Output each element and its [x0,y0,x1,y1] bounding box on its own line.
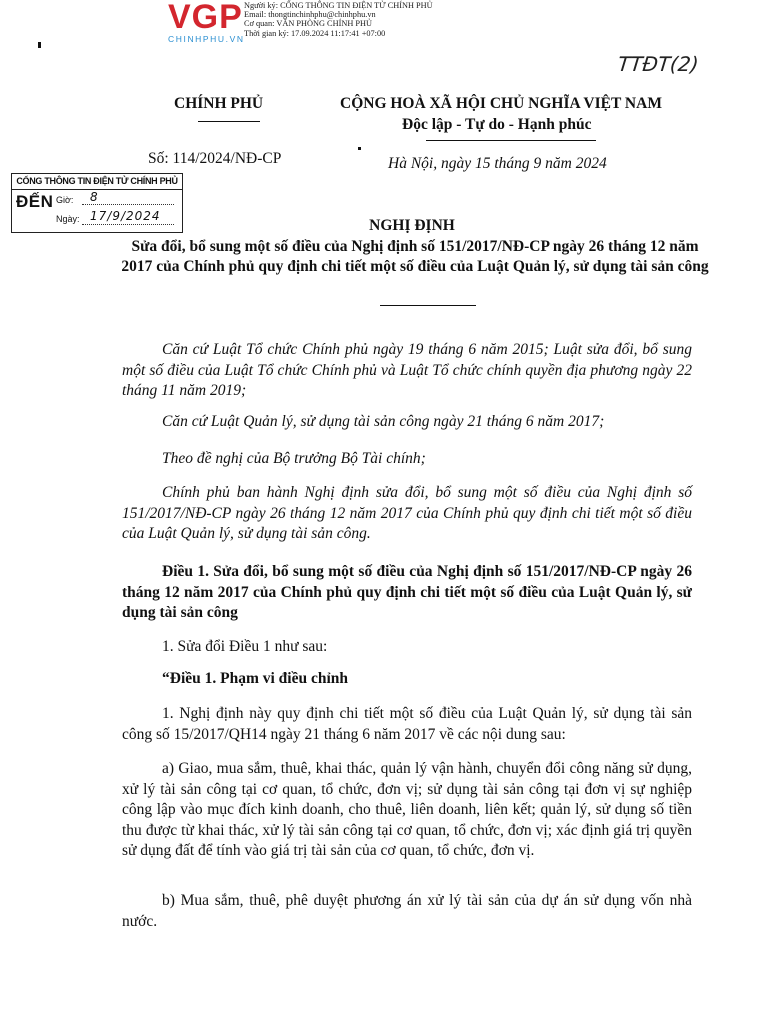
issuer-name: CHÍNH PHỦ [174,95,264,112]
stamp-time-label: Giờ: [56,195,74,205]
signer-line: Người ký: CỔNG THÔNG TIN ĐIỆN TỬ CHÍNH PHỦ [244,1,433,10]
item-1: 1. Sửa đổi Điều 1 như sau: [162,638,328,655]
stamp-date-value: 17/9/2024 [90,209,161,223]
motto-underline [426,140,596,141]
document-number: Số: 114/2024/NĐ-CP [148,150,282,167]
scan-speck [38,42,41,48]
document-subtitle: Sửa đổi, bổ sung một số điều của Nghị định số 151/2017/NĐ-CP ngày 26 tháng 12 năm 2017 của Chính phủ quy định chi tiết một số điều của Luật Quản lý, sử dụng tài sản công [121,238,709,275]
legal-basis-1: Căn cứ Luật Tổ chức Chính phủ ngày 19 tháng 6 năm 2015; Luật sửa đổi, bổ sung một số điều của Luật Tổ chức Chính phủ và Luật Tổ chức chính quyền địa phương ngày 22 tháng 11 năm 2019; [122,341,692,399]
article-1-heading: Điều 1. Sửa đổi, bổ sung một số điều của Nghị định số 151/2017/NĐ-CP ngày 26 tháng 12 năm 2017 của Chính phủ quy định chi tiết một số điều của Luật Quản lý, sử dụng tài sản công [122,563,692,621]
digital-signature-info [244,1,433,38]
stamp-time-line [82,204,174,205]
legal-basis-3: Theo đề nghị của Bộ trưởng Bộ Tài chính; [162,450,426,467]
handwritten-note: TTĐT(2) [616,52,700,76]
country-name: CỘNG HOÀ XÃ HỘI CHỦ NGHĨA VIỆT NAM [340,95,662,112]
scan-speck [358,147,361,150]
stamp-heading: CỔNG THÔNG TIN ĐIỆN TỬ CHÍNH PHỦ [12,174,182,190]
issuer-underline [198,121,260,122]
document-title: NGHỊ ĐỊNH [369,217,455,234]
place-and-date: Hà Nội, ngày 15 tháng 9 năm 2024 [388,155,607,172]
agency-line: Cơ quan: VĂN PHÒNG CHÍNH PHỦ [244,19,373,29]
email-line: Email: thongtinchinhphu@chinhphu.vn [244,10,376,20]
stamp-date-label: Ngày: [56,214,80,224]
vgp-logo-subtitle: CHINHPHU.VN [168,34,245,44]
clause-1: 1. Nghị định này quy định chi tiết một số điều của Luật Quản lý, sử dụng tài sản công số 15/2017/QH14 ngày 21 tháng 6 năm 2017 về các nội dung sau: [122,705,692,743]
stamp-received-label: ĐẾN [16,192,54,211]
point-a: a) Giao, mua sắm, thuê, khai thác, quản lý vận hành, chuyển đổi công năng sử dụng, xử lý tài sản công tại cơ quan, tổ chức, đơn vị; sử dụng tài sản công tại đơn vị sự nghiệp công lập vào mục đích kinh doanh, cho thuê, liên doanh, liên kết; quản lý, sử dụng số tiền thu được từ khai thác, xử lý tài sản công tại cơ quan, tổ chức, đơn vị; xác định giá trị quyền sử dụng đất để tính vào giá trị tài sản của cơ quan, tổ chức, đơn vị. [122,760,692,859]
legal-basis-4: Chính phủ ban hành Nghị định sửa đổi, bổ sung một số điều của Nghị định số 151/2017/NĐ-CP ngày 26 tháng 12 năm 2017 của Chính phủ quy định chi tiết một số điều của Luật Quản lý, sử dụng tài sản công. [122,484,692,542]
quoted-article-heading: “Điều 1. Phạm vi điều chỉnh [162,670,349,687]
sign-time-line: Thời gian ký: 17.09.2024 11:17:41 +07:00 [244,28,386,38]
national-motto: Độc lập - Tự do - Hạnh phúc [402,116,592,133]
legal-basis-2: Căn cứ Luật Quản lý, sử dụng tài sản công ngày 21 tháng 6 năm 2017; [162,413,605,430]
title-underline [380,305,476,306]
stamp-time-value: 8 [90,190,98,204]
point-b: b) Mua sắm, thuê, phê duyệt phương án xử lý tài sản của dự án sử dụng vốn nhà nước. [122,892,692,930]
vgp-logo: VGP [168,0,243,36]
